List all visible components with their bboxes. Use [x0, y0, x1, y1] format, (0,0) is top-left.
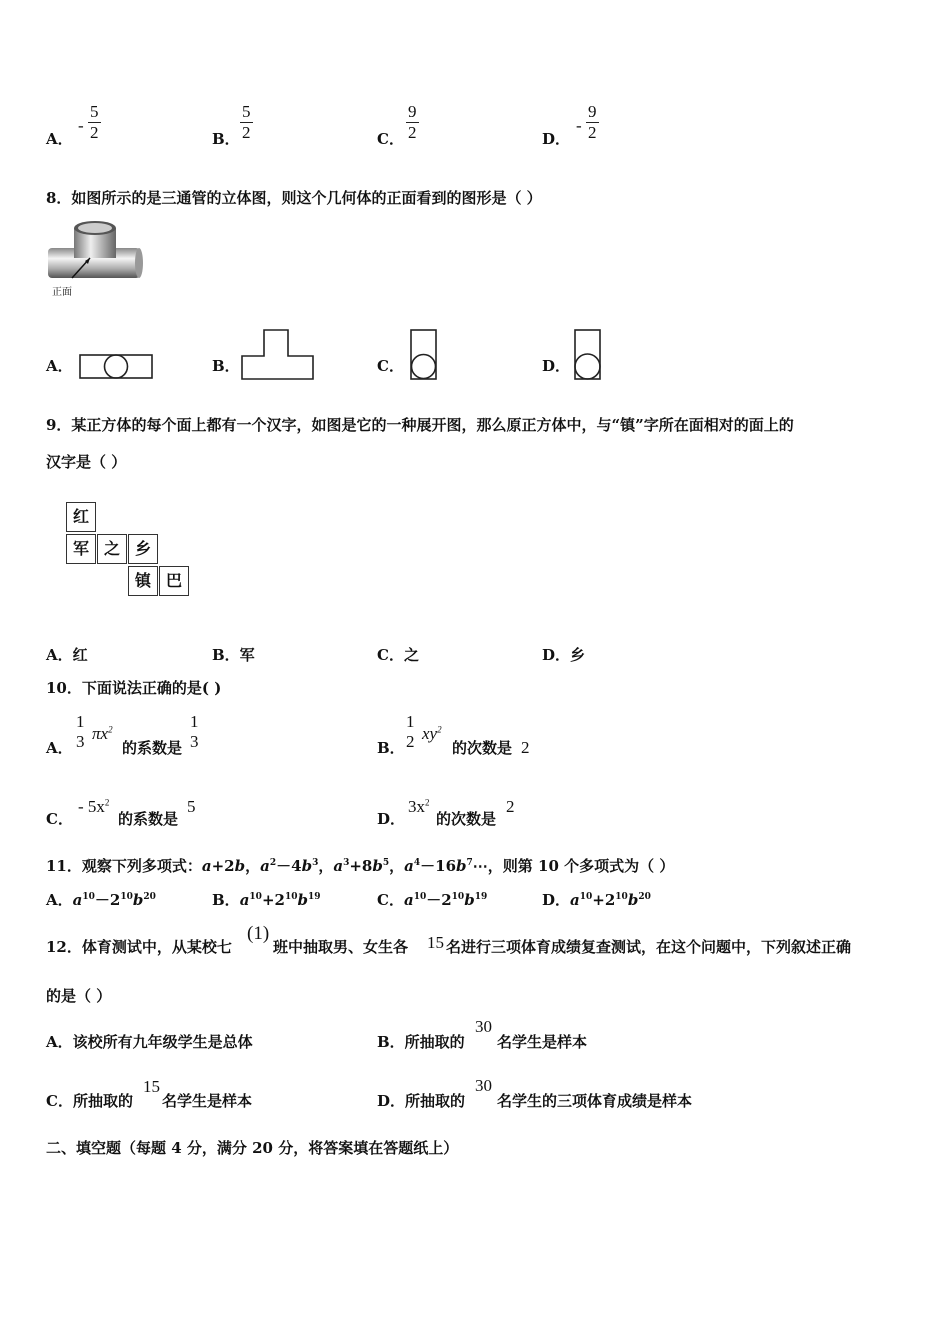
q7-option-b-label: B．	[212, 130, 240, 148]
cube-net-face: 军	[66, 534, 96, 564]
q10-option-b-text: 的次数是	[452, 739, 513, 757]
q7-option-a-sign: -	[78, 116, 84, 135]
q10-option-c-expr: - $5x^2$	[78, 797, 110, 816]
q12-option-d-post: 名学生的三项体育成绩是样本	[497, 1092, 693, 1110]
q7-option-d-fraction: $\frac{9}{2}$	[588, 102, 597, 142]
q10-option-d-answer: 2	[506, 797, 515, 816]
q9-option-c: C．之	[377, 646, 419, 664]
q12-option-a: A．该校所有九年级学生是总体	[46, 1033, 253, 1051]
q10-option-b-expr: $xy^2$	[422, 724, 442, 743]
q9-stem-line1: 9．某正方体的每个面上都有一个汉字，如图是它的一种展开图，那么原正方体中，与“镇”字所在面相对的面上的	[46, 416, 794, 434]
q12-option-b-post: 名学生是样本	[497, 1033, 588, 1051]
q7-option-a-label: A．	[46, 130, 73, 148]
q8-option-a-figure	[78, 350, 154, 386]
q10-option-a-label: A．	[46, 739, 73, 757]
q10-option-c-label: C．	[46, 810, 73, 828]
q8-option-c-figure	[408, 326, 440, 386]
q11-option-b: B．$a^{10}+2^{10}b^{19}$	[212, 891, 321, 909]
q12-count: 15	[427, 933, 444, 952]
q7-option-b-fraction: $\frac{5}{2}$	[242, 102, 251, 142]
q10-option-b-coef: 1 2	[406, 712, 415, 751]
section-2-heading: 二、填空题（每题 4 分，满分 20 分，将答案填在答题纸上）	[46, 1139, 459, 1157]
q9-option-b: B．军	[212, 646, 255, 664]
q10-option-d-expr: $3x^2$	[408, 797, 430, 816]
q10-option-d-text: 的次数是	[436, 810, 497, 828]
q12-stem-line2: 的是（ ）	[46, 987, 112, 1005]
q11-option-d: D．$a^{10}+2^{10}b^{20}$	[542, 891, 651, 909]
q7-option-c-fraction: $\frac{9}{2}$	[408, 102, 417, 142]
q12-stem-p3: 名进行三项体育成绩复查测试，在这个问题中，下列叙述正确	[446, 938, 852, 956]
q12-class-number: (1)	[247, 923, 270, 944]
q12-stem-p2: 班中抽取男、女生各	[273, 938, 409, 956]
q12-option-c-pre: C．所抽取的	[46, 1092, 133, 1110]
q12-option-c-num: 15	[143, 1077, 160, 1096]
q10-option-d-label: D．	[377, 810, 406, 828]
q12-option-b-num: 30	[475, 1017, 492, 1036]
q10-option-a-text: 的系数是	[122, 739, 183, 757]
q7-option-a-fraction: $\frac{5}{2}$	[90, 102, 99, 142]
q12-option-b-pre: B．所抽取的	[377, 1033, 465, 1051]
q7-option-d-label: D．	[542, 130, 571, 148]
cube-net-face: 乡	[128, 534, 158, 564]
q7-option-c-label: C．	[377, 130, 404, 148]
q10-option-b-label: B．	[377, 739, 405, 757]
q12-option-d-pre: D．所抽取的	[377, 1092, 466, 1110]
q8-stem: 8．如图所示的是三通管的立体图，则这个几何体的正面看到的图形是（ ）	[46, 189, 542, 207]
q9-stem-line2: 汉字是（ ）	[46, 453, 127, 471]
q9-option-a: A．红	[46, 646, 88, 664]
q10-option-b-answer: 2	[521, 738, 530, 757]
cube-net-face: 镇	[128, 566, 158, 596]
q8-option-d-figure	[572, 326, 604, 386]
q9-option-d: D．乡	[542, 646, 586, 664]
q7-option-d-sign: -	[576, 116, 582, 135]
q10-option-a-answer: 1 3	[190, 712, 199, 751]
q10-option-a-coef: 1 3	[76, 712, 85, 751]
q10-option-c-text: 的系数是	[118, 810, 179, 828]
q12-stem-p1: 12．体育测试中，从某校七	[46, 938, 232, 956]
tee-pipe-front-label: 正面	[52, 287, 72, 298]
q8-option-b-label: B．	[212, 357, 240, 375]
q8-option-a-label: A．	[46, 357, 73, 375]
cube-net-face: 之	[97, 534, 127, 564]
cube-net-face: 红	[66, 502, 96, 532]
q10-option-a-expr: $\pi x^2$	[92, 724, 113, 743]
q12-option-d-num: 30	[475, 1076, 492, 1095]
q8-option-d-label: D．	[542, 357, 571, 375]
q11-option-c: C．$a^{10}-2^{10}b^{19}$	[377, 891, 488, 909]
q10-stem: 10．下面说法正确的是( )	[46, 679, 222, 697]
q8-option-b-figure	[240, 326, 316, 386]
q8-option-c-label: C．	[377, 357, 404, 375]
q11-option-a: A．$a^{10}-2^{10}b^{20}$	[46, 891, 156, 909]
q11-stem: 11．观察下列多项式：a+2b，$a^2-4b^3$，$a^3+8b^5$，$a^4-16b^7\cdots$，则第 10 个多项式为（ ）	[46, 857, 675, 875]
q10-option-c-answer: 5	[187, 797, 196, 816]
cube-net-face: 巴	[159, 566, 189, 596]
q12-option-c-post: 名学生是样本	[162, 1092, 253, 1110]
